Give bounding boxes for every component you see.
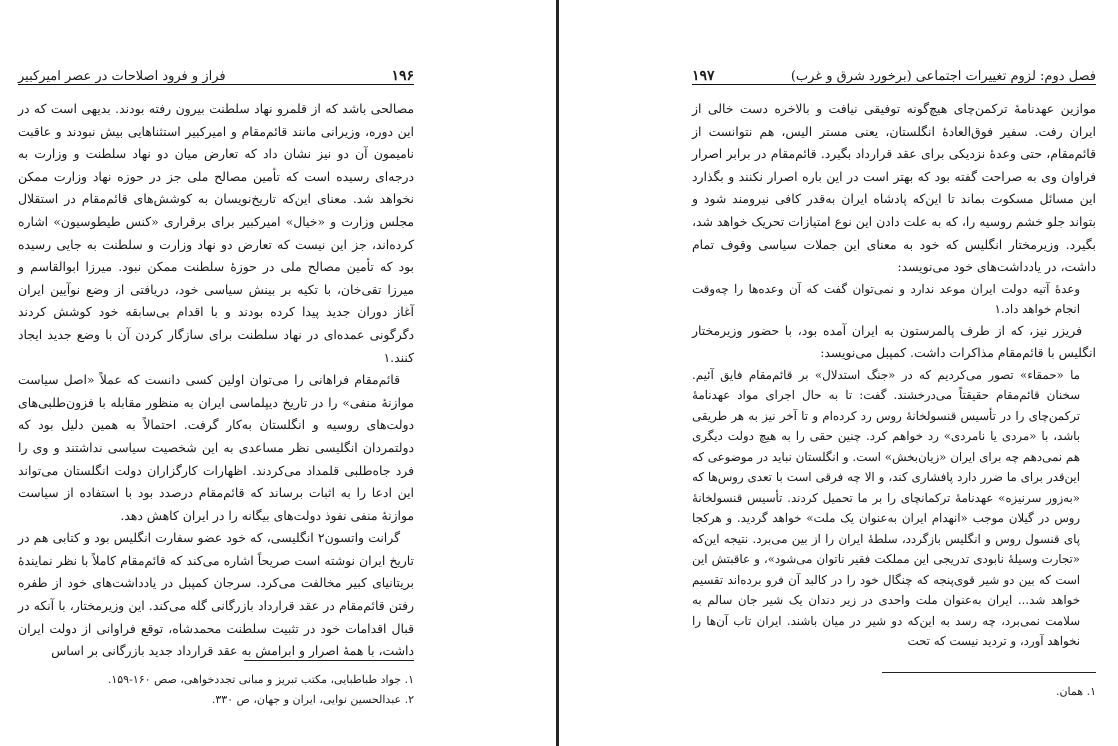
left-paragraph-1: مصالحی باشد که از قلمرو نهاد سلطنت بیرون رفته بودند. بدیهی است که در این دوره، وزیرانی مانند قائم‌مقام و امیرکبیر استثناهایی بیش نبودند و عاقبت نامیمون آن دو نیز نشان داد که تعارض میان دو نهاد سلطنت و وزارت به درجه‌ای رسیده است که تأمین مصالح ملی جز در حوزه نهاد وزارت ممکن نخواهد شد. معنای این‌که تاریخ‌نویسان به کوشش‌های قائم‌مقام در استقلال مجلس وزارت و «خیال» امیرکبیر برای برقراری «کنس طیطوسیون» اشاره کرده‌اند، جز این نیست که تعارض دو نهاد وزارت و سلطنت به جایی رسیده بود که تأمین مصالح ملی در حوزهٔ سلطنت ممکن نبود. میرزا ابوالقاسم و میرزا تقی‌خان، با تکیه بر بینش سیاسی خود، دریافتی از وضع نوآیین ایران آغاز دوران جدید پیدا کرده بودند و با اقدام بی‌سابقه خود کوشش کردند دگرگونی عمده‌ای در نهاد سلطنت برای سازگار کردن آن با وضع جدید ایجاد کنند.۱ [18,101,414,365]
right-paragraph-2: فریزر نیز، که از طرف پالمرستون به ایران آمده بود، با حضور وزیرمختار انگلیس با قائم‌مقام مذاکرات داشت. کمپبل می‌نویسد: [692,322,1096,361]
right-footnote-1: ۱. همان. [1055,685,1096,698]
left-footnote-1: ۱. جواد طباطبایی، مکتب تبریز و مبانی تجددخواهی، صص ۱۶۰-۱۵۹. [107,673,414,686]
right-quote-2: ما «حمقاء» تصور می‌کردیم که در «جنگ استدلال» بر قائم‌مقام فایق آئیم. سخنان قائم‌مقام حقیقتاً می‌درخشند. گفت: تا به حال اجرای مواد عهدنامهٔ ترکمن‌چای را در تأسیس قنسولخانهٔ روس رد کرده‌ام و تا آخر نیز به هر طریقی باشد، با «مردی یا نامردی» رد خواهم کرد. چنین حقی را به هیچ دولت دیگری هم نمی‌دهم چه برای ایران «زیان‌بخش» است. و انگلستان نباید در موضوعی که این‌قدر برای ما ضرر دارد پافشاری کند، و الا چه فرقی است با تعدی روس‌ها که «به‌زور سرنیزه» عهدنامهٔ ترکمانچای را بر ما تحمیل کردند. تأسیس قنسولخانهٔ روس در گیلان موجب «انهدام ایران به‌عنوان یک ملت» خواهد گردید. و هرکجا پای قنسول روس و انگلیس بازگردد، سلطهٔ ایران را از بین می‌برد. نتیجه این‌که «تجارت وسیلهٔ نابودی تدریجی این مملکت فقیر ناتوان می‌شود»، و عاقبتش این است که بین دو شیر قوی‌پنجه که چنگال خود را در کالبد آن فرو برده‌اند تقسیم خواهد شد... ایران به‌عنوان ملت واحدی در زیر دندان یک شیر جان سالم به سلامت نمی‌برد، چه رسد به این‌که دو شیر در میان باشند. ایران تاب آن‌ها را نخواهد آورد، و تردید نیست که تحت [692,367,1080,649]
left-page-header [18,62,414,84]
left-page-number: ۱۹۶ [391,68,414,84]
right-footnote-rule [882,672,1096,673]
right-page-body [692,98,1096,652]
left-running-title: فراز و فرود اصلاحات در عصر امیرکبیر [18,69,226,84]
right-page-number: ۱۹۷ [692,68,715,84]
right-running-title: فصل دوم: لزوم تغییرات اجتماعی (برخورد شرق و غرب) [790,69,1096,84]
left-paragraph-2: قائم‌مقام فراهانی را می‌توان اولین کسی دانست که عملاً «اصل سیاست موازنهٔ منفی» را در تاریخ دیپلماسی ایران به منظور مقابله با فزون‌طلبی‌های دولت‌های روسیه و انگلستان به‌کار گرفت. احتمالاً به همین دلیل بود که دولتمردان انگلیسی نظر مساعدی به این شخصیت سیاسی نداشتند و وی را فرد جاه‌طلبی قلمداد می‌کردند. اظهارات کارگزاران دولت انگلستان می‌تواند این ادعا را به اثبات برساند که قائم‌مقام درصدد بود با استفاده از سیاست موازنهٔ منفی نفوذ دولت‌های بیگانه را در ایران کاهش دهد. [18,372,414,523]
left-page [18,0,414,746]
left-footnote-rule [244,660,414,661]
right-footnotes [692,682,1096,702]
left-header-rule [18,84,414,85]
left-footnote-2: ۲. عبدالحسین نوایی، ایران و جهان، ص ۳۳۰. [211,693,414,706]
right-paragraph-1: موازین عهدنامهٔ ترکمن‌چای هیچ‌گونه توفیقی نیافت و بالاخره دست خالی از ایران رفت. سفیر فوق‌العادهٔ انگلستان، یعنی مستر الیس، هم نتوانست از قائم‌مقام، حتی وعدهٔ نزدیکی برای عقد قرارداد بگیرد. قائم‌مقام در برابر اصرار فراوان وی به صراحت گفته بود که بهتر است در این باره اصرار نکنند و بگذارد این مسائل مسکوت بماند تا این‌که پادشاه ایران به‌قدر کافی نیرومند شود و بتواند جلو خشم روسیه را، که به علت دادن این نوع امتیازات تحریک خواهد شد، بگیرد. وزیرمختار انگلیس که خود به معنای این جملات سیاسی وقوف تمام داشت، در یادداشت‌های خود می‌نویسد: [692,101,1096,275]
left-page-body [18,98,414,663]
left-paragraph-3: گرانت واتسون۲ انگلیسی، که خود عضو سفارت انگلیس بود و کتابی هم در تاریخ ایران نوشته است صریحاً اشاره می‌کند که قائم‌مقام کاملاً با نظر نمایندهٔ بریتانیای کبیر مخالفت می‌کرد. سرجان کمپبل در یادداشت‌های خود از طفره رفتن قائم‌مقام در عقد قرارداد بازرگانی گله می‌کند. این وزیرمختار، با آنکه در قبال اقدامات خود در تثبیت سلطنت محمدشاه، توقع فراوانی از دولت ایران داشت، با همهٔ اصرار و ابرامش به عقد قرارداد جدید بازرگانی بر اساس [18,530,414,659]
right-quote-1: وعدهٔ آتیه دولت ایران موعد ندارد و نمی‌توان گفت که آن وعده‌ها را چه‌وقت انجام خواهد داد.۱ [692,281,1080,317]
right-header-rule [692,84,1096,85]
right-page-header [692,62,1096,84]
left-footnotes [18,670,414,710]
spine-divider [556,0,559,746]
right-page [692,0,1096,746]
